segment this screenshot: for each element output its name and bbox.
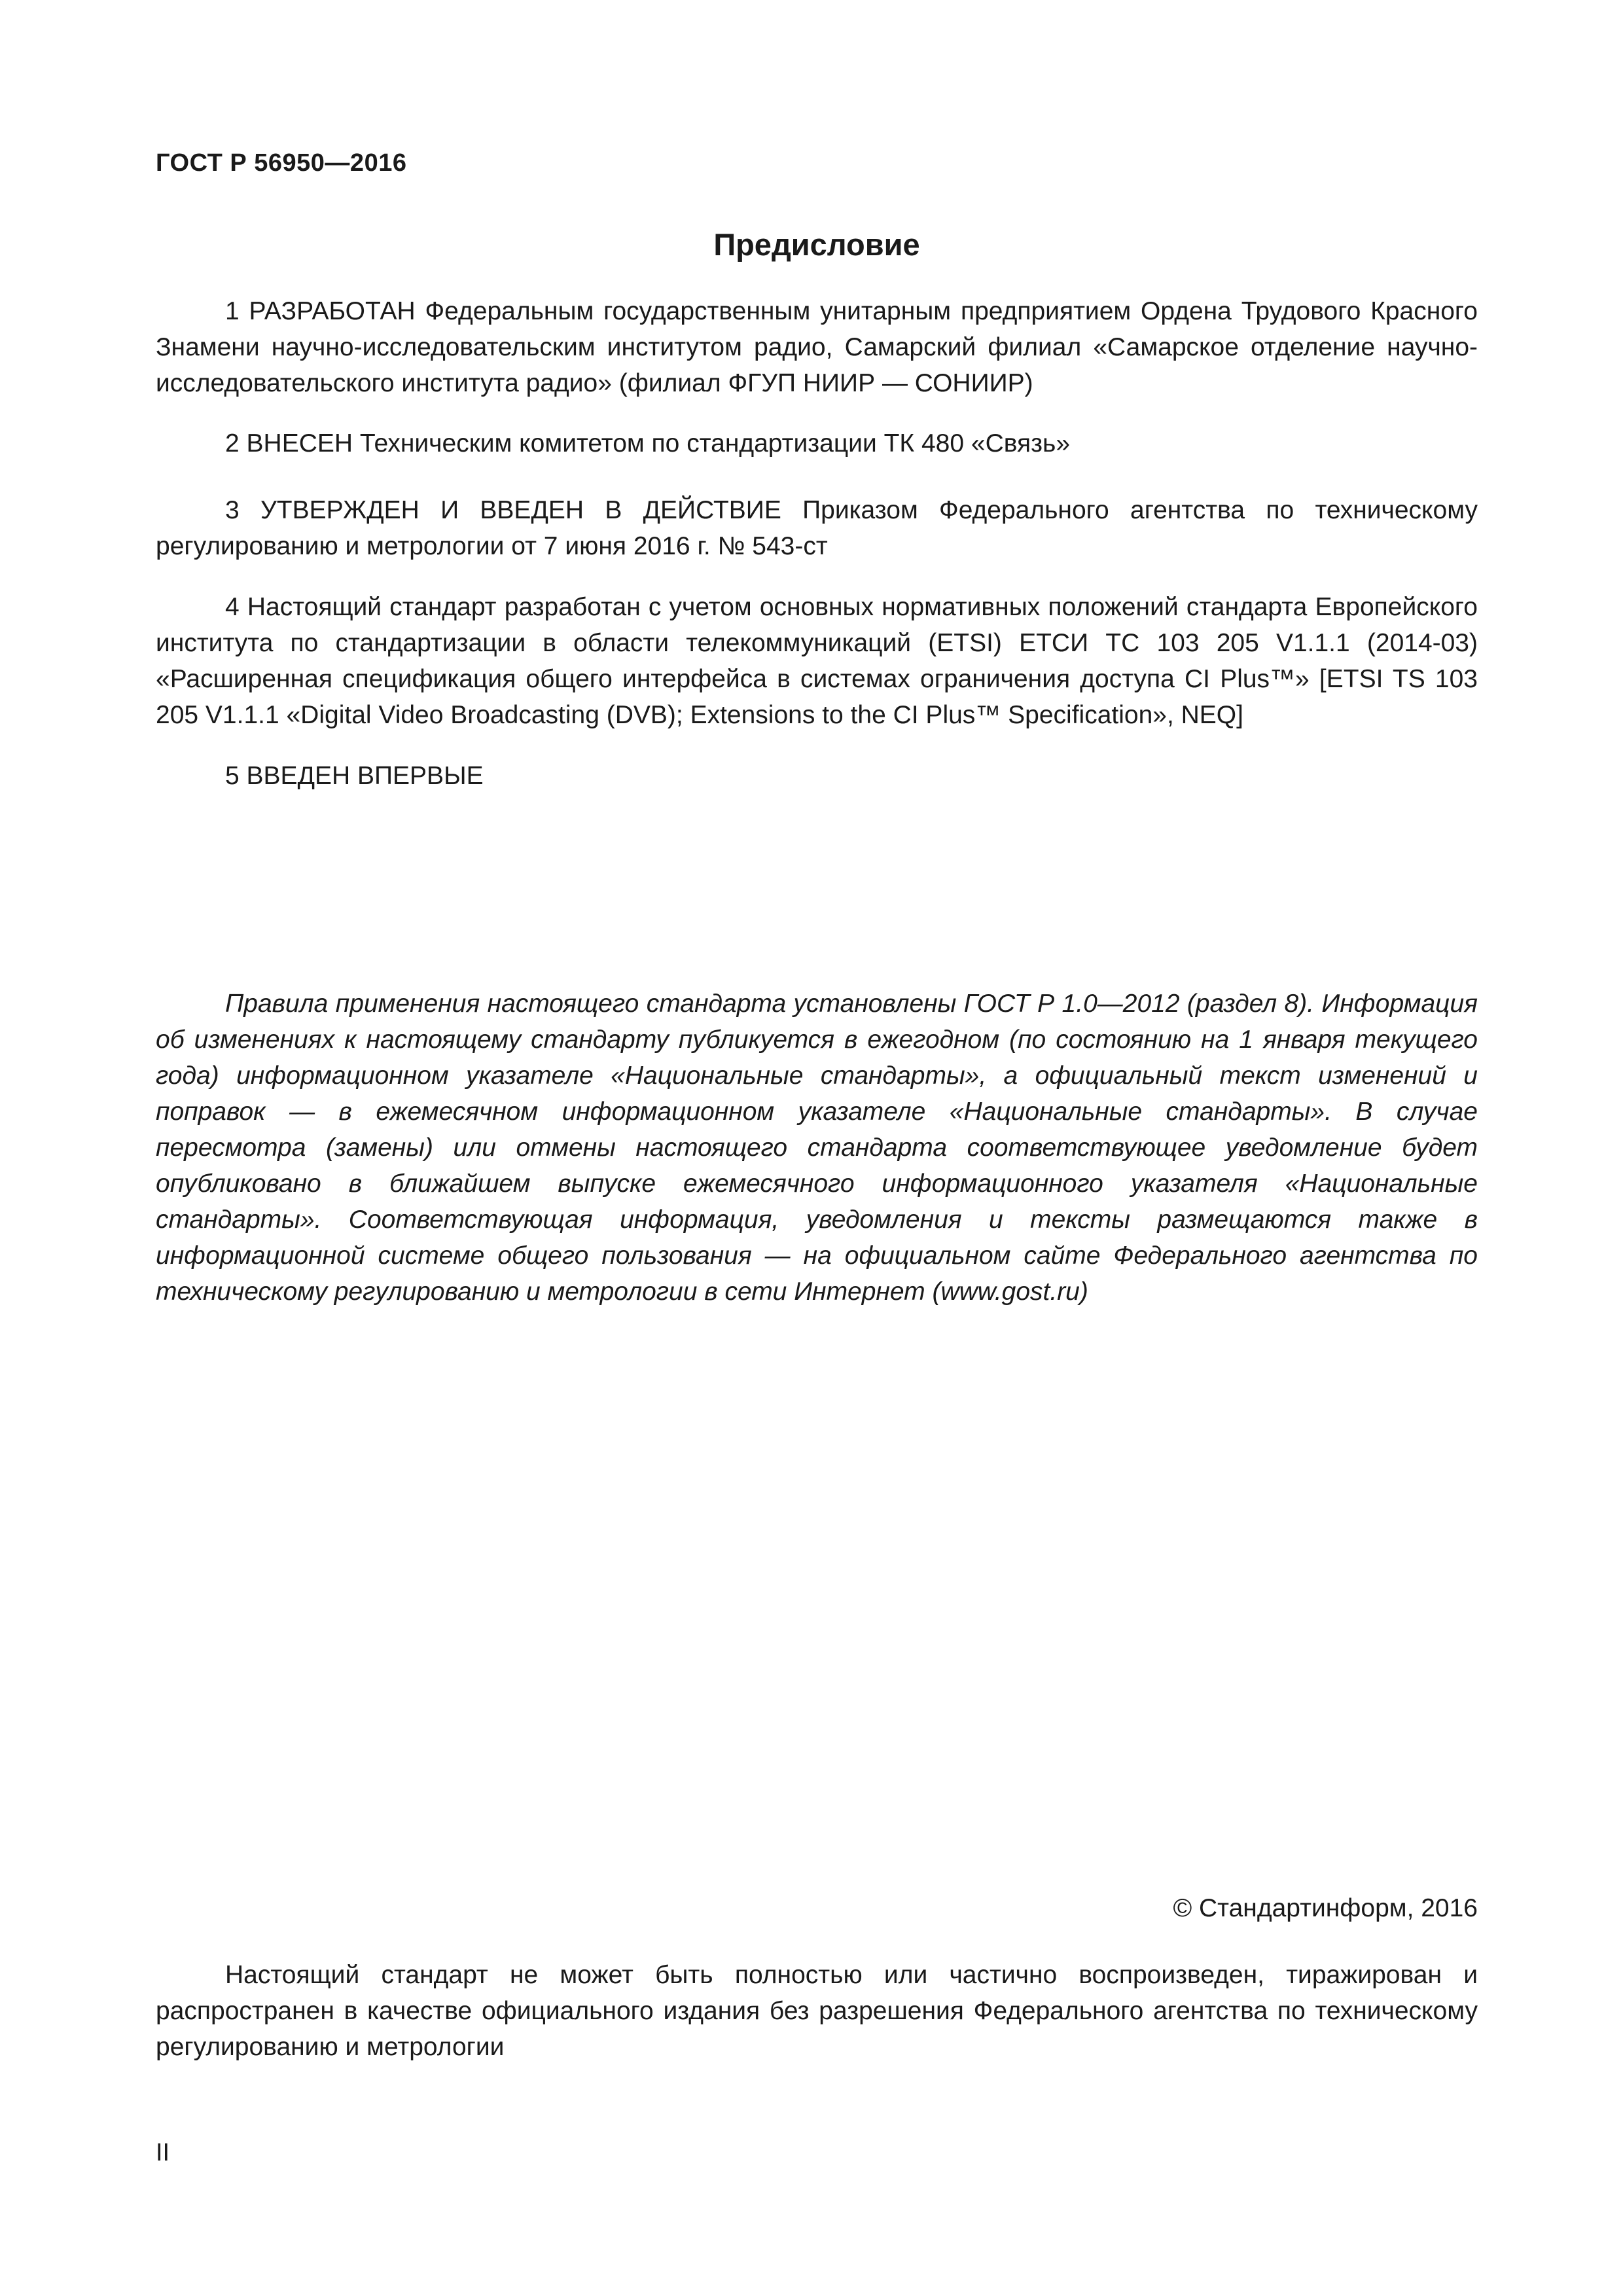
paragraph-based-on: 4 Настоящий стандарт разработан с учетом основных нормативных положений стандарта Европейского института по стандартизации в области телекоммуникаций (ETSI) ЕТСИ ТС 103 205 V1.1.1 (2014-03) «Расширенная спецификация общего интерфейса в системах ограничения доступа CI Plus™» [ETSI TS 103 205 V1.1.1 «Digital Video Broadcasting (DVB); Extensions to the CI Plus™ Specification», NEQ] xyxy=(156,593,1478,729)
page-title: Предисловие xyxy=(713,227,920,262)
copyright-line: © Стандартинформ, 2016 xyxy=(1173,1894,1478,1922)
paragraph-developed-by: 1 РАЗРАБОТАН Федеральным государственным унитарным предприятием Ордена Трудового Красного Знамени научно-исследовательским институтом радио, Самарский филиал «Самарское отделение научно-исследовательского института радио» (филиал ФГУП НИИР — СОНИИР) xyxy=(156,297,1478,397)
paragraph-introduced-by: 2 ВНЕСЕН Техническим комитетом по стандартизации ТК 480 «Связь» xyxy=(225,429,1071,457)
paragraph-first-introduced: 5 ВВЕДЕН ВПЕРВЫЕ xyxy=(225,762,484,790)
document-code: ГОСТ Р 56950—2016 xyxy=(156,149,407,177)
reproduction-notice: Настоящий стандарт не может быть полностью или частично воспроизведен, тиражирован и распространен в качестве официального издания без разрешения Федерального агентства по техническому регулированию и метрологии xyxy=(156,1961,1478,2061)
rules-notice: Правила применения настоящего стандарта установлены ГОСТ Р 1.0—2012 (раздел 8). Информация об изменениях к настоящему стандарту публикуется в ежегодном (по состоянию на 1 января текущего года) информационном указателе «Национальные стандарты», а официальный текст изменений и поправок — в ежемесячном информационном указателе «Национальные стандарты». В случае пересмотра (замены) или отмены настоящего стандарта соответствующее уведомление будет опубликовано в ближайшем выпуске ежемесячного информационного указателя «Национальные стандарты». Соответствующая информация, уведомления и тексты размещаются также в информационной системе общего пользования — на официальном сайте Федерального агентства по техническому регулированию и метрологии в сети Интернет (www.gost.ru) xyxy=(156,990,1478,1306)
paragraph-approved: 3 УТВЕРЖДЕН И ВВЕДЕН В ДЕЙСТВИЕ Приказом Федерального агентства по техническому регулированию и метрологии от 7 июня 2016 г. № 543-ст xyxy=(156,496,1478,560)
page-number: II xyxy=(156,2139,170,2166)
